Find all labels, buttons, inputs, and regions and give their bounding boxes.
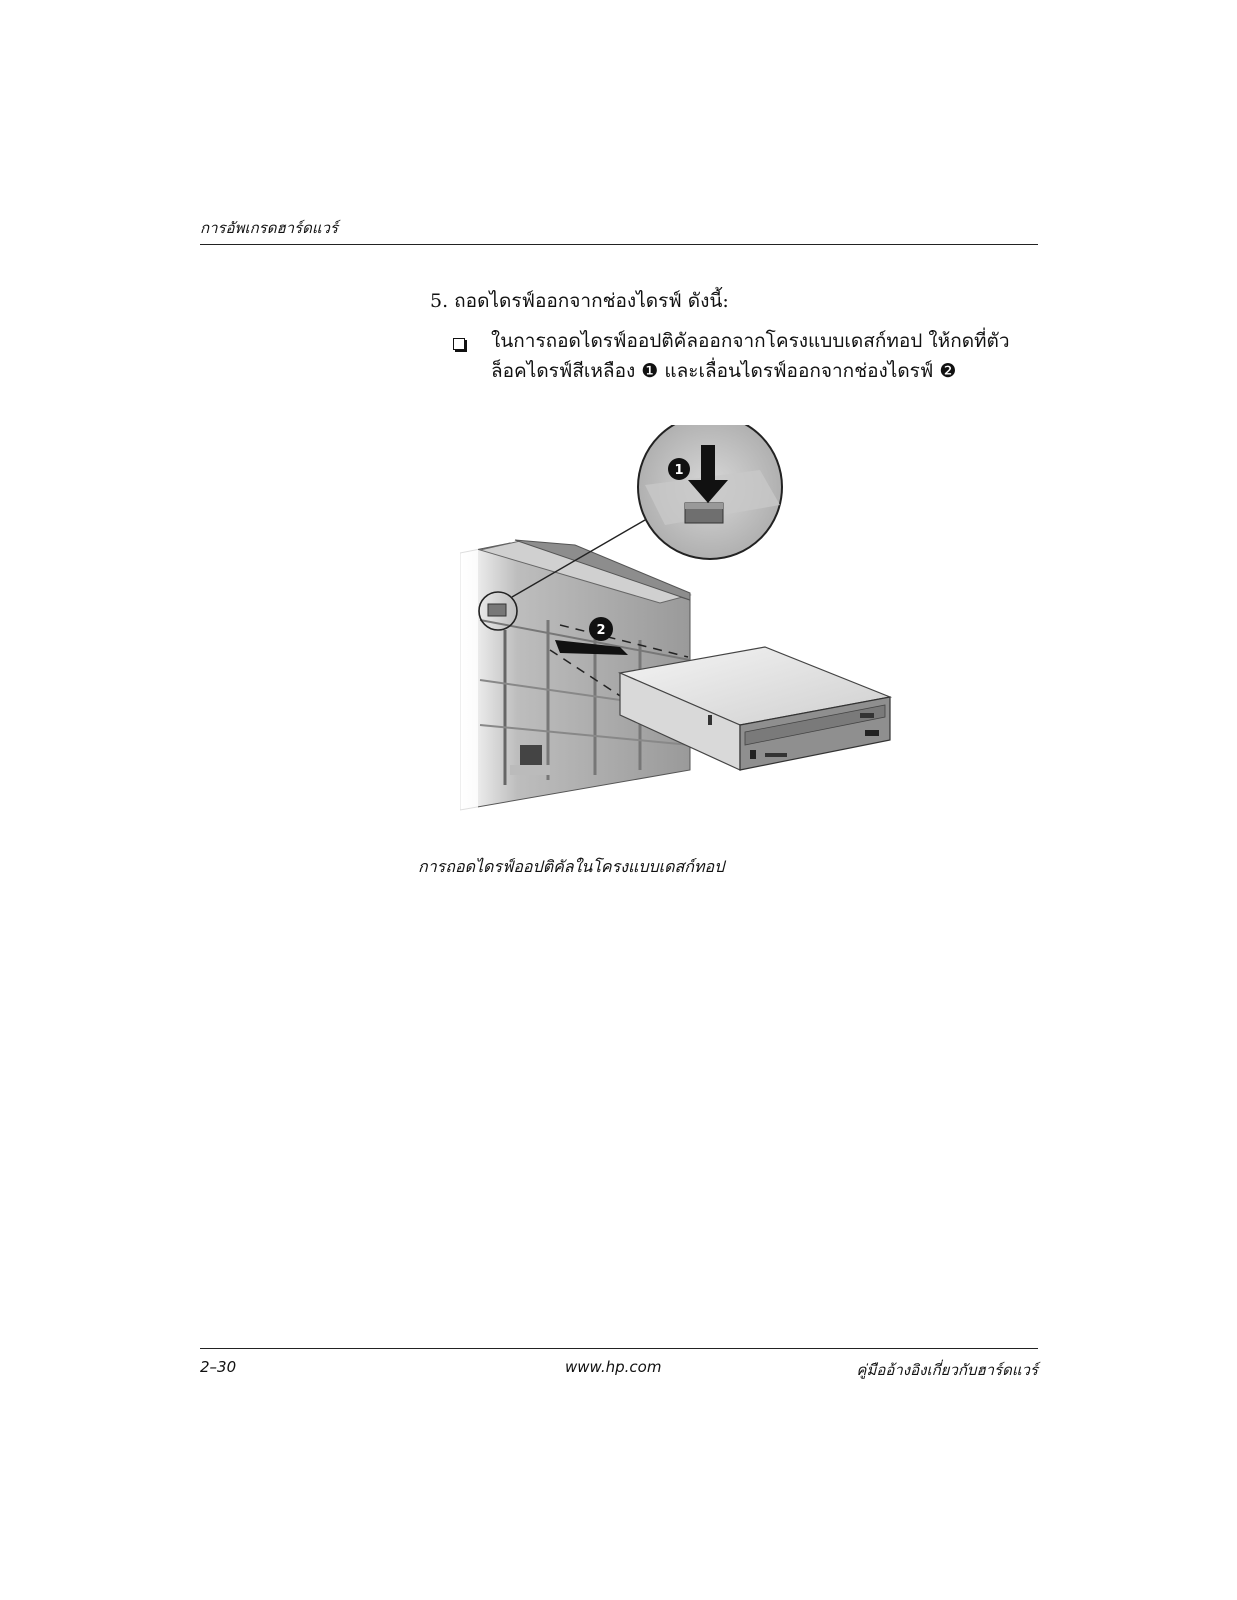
checkbox-bullet-icon	[453, 338, 465, 350]
footer-rule	[200, 1348, 1038, 1349]
optical-drive-removal-illustration	[460, 425, 920, 825]
latch-zoom-view	[638, 425, 782, 559]
page-number: 2–30	[200, 1358, 237, 1376]
bullet-line-2: ล็อคไดรฟ์สีเหลือง ❶ และเลื่อนไดรฟ์ออกจากช่องไดรฟ์ ❷	[491, 360, 957, 382]
bullet-line-1: ในการถอดไดรฟ์ออปติคัลออกจากโครงแบบเดสก์ทอป ให้กดที่ตัว	[491, 330, 1010, 352]
callout-2-label: 2	[596, 623, 606, 638]
figure-caption: การถอดไดรฟ์ออปติคัลในโครงแบบเดสก์ทอป	[418, 857, 725, 876]
footer-book-title: คู่มืออ้างอิงเกี่ยวกับฮาร์ดแวร์	[856, 1361, 1038, 1379]
callout-1-label: 1	[674, 463, 684, 478]
step-5-text: 5. ถอดไดรฟ์ออกจากช่องไดรฟ์ ดังนี้:	[430, 290, 729, 312]
header-rule	[200, 244, 1038, 245]
running-header: การอัพเกรดฮาร์ดแวร์	[200, 219, 338, 237]
footer-url: www.hp.com	[565, 1358, 662, 1376]
bullet-instruction	[491, 326, 1011, 386]
